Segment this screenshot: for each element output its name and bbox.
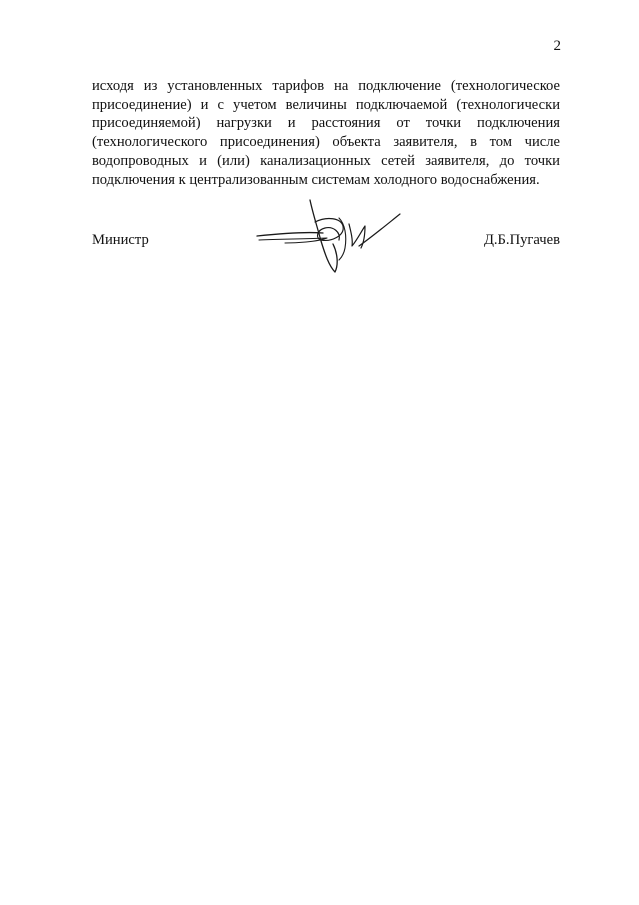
signer-name: Д.Б.Пугачев: [483, 232, 560, 248]
signer-position: Министр: [92, 232, 149, 248]
text-line: исходя из установленных тарифов на подключение (технологическое: [92, 78, 560, 94]
text-line: водопроводных и (или) канализационных сетей заявителя, до точки: [92, 152, 560, 169]
text-line: присоединяемой) нагрузки и расстояния от точки подключения: [92, 115, 560, 132]
handwritten-signature: [255, 196, 415, 278]
body-paragraph: [92, 77, 560, 189]
text-line: подключения к централизованным системам холодного водоснабжения.: [92, 171, 540, 188]
text-line: (технологического присоединения) объекта заявителя, в том числе: [92, 134, 560, 151]
page-number: 2: [553, 38, 561, 54]
text-line: присоединение) и с учетом величины подключаемой (технологически: [92, 96, 560, 113]
